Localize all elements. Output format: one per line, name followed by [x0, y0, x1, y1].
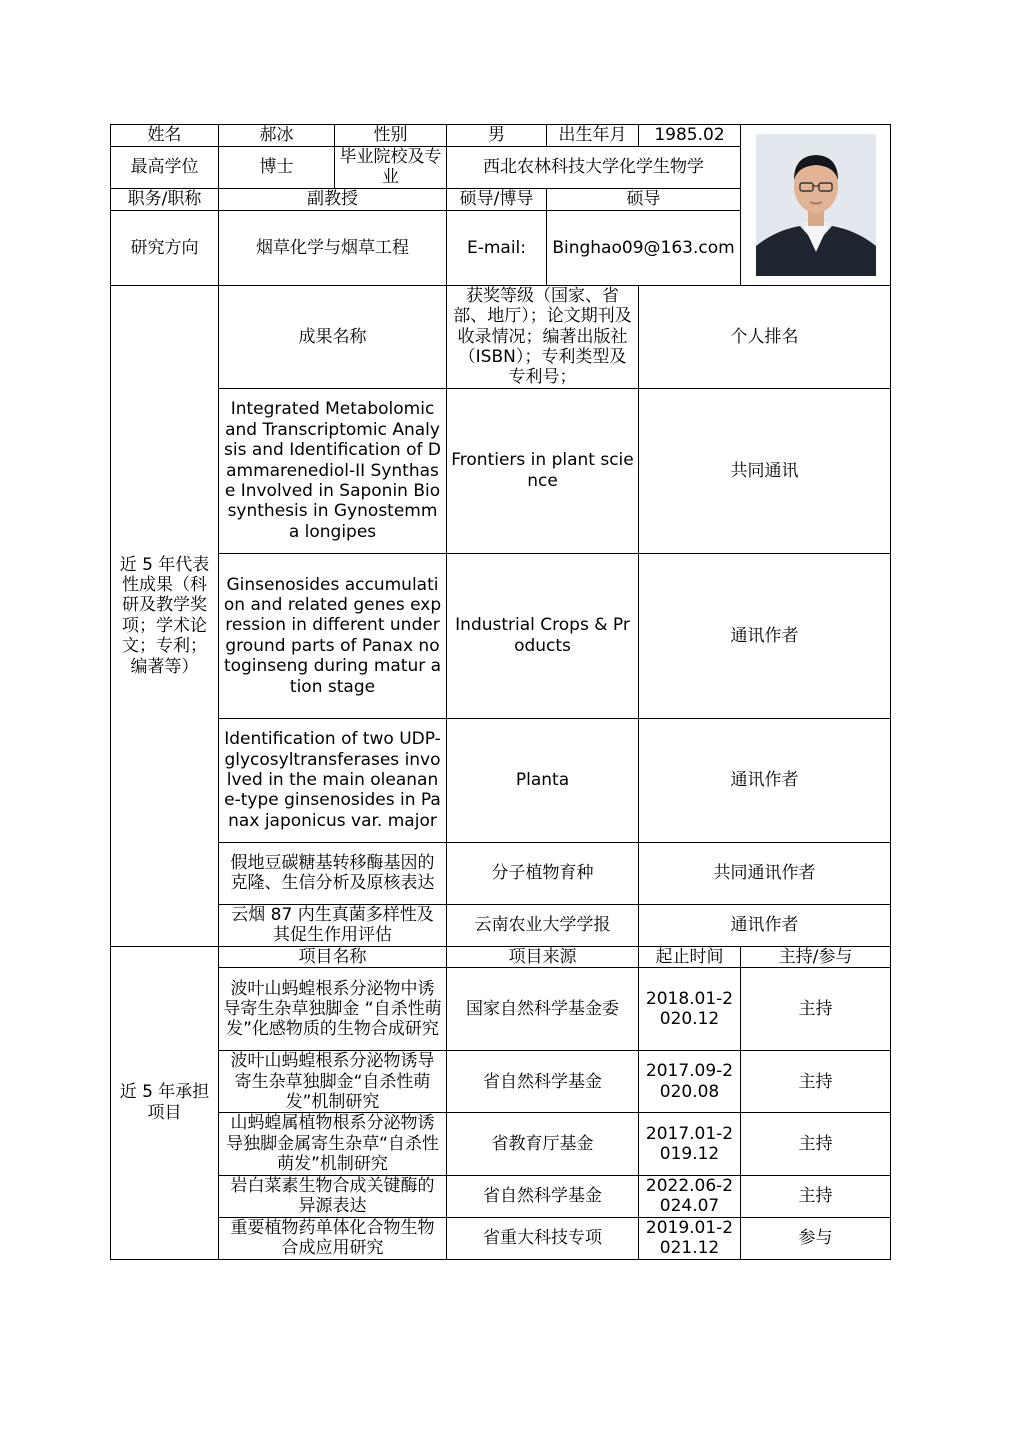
achievements-header-source: 获奖等级（国家、省部、地厅）；论文期刊及收录情况；编著出版社（ISBN）；专利类型及专利号；: [447, 285, 639, 388]
research-value: 烟草化学与烟草工程: [219, 210, 447, 285]
achievement-source: 云南农业大学学报: [447, 904, 639, 946]
project-period: 2017.09-2020.08: [639, 1051, 741, 1113]
email-value: Binghao09@163.com: [547, 210, 741, 285]
gender-value: 男: [447, 125, 547, 147]
project-period: 2018.01-2020.12: [639, 968, 741, 1051]
project-name: 山蚂蝗属植物根系分泌物诱导独脚金属寄生杂草“自杀性萌发”机制研究: [219, 1113, 447, 1175]
project-source: 省自然科学基金: [447, 1051, 639, 1113]
achievement-rank: 通讯作者: [639, 718, 891, 842]
project-period: 2022.06-2024.07: [639, 1175, 741, 1217]
achievement-rank: 共同通讯作者: [639, 842, 891, 904]
achievement-name: Identification of two UDP-glycosyltransferases involved in the main oleanane-type ginsenosides in Panax japonicus var. major: [219, 718, 447, 842]
project-source: 省自然科学基金: [447, 1175, 639, 1217]
achievements-header-name: 成果名称: [219, 285, 447, 388]
name-value: 郝冰: [219, 125, 335, 147]
project-name: 波叶山蚂蝗根系分泌物中诱导寄生杂草独脚金 “自杀性萌发”化感物质的生物合成研究: [219, 968, 447, 1051]
achievement-source: Planta: [447, 718, 639, 842]
achievement-source: Industrial Crops & Products: [447, 553, 639, 718]
title-label: 职务/职称: [111, 188, 219, 210]
project-name: 波叶山蚂蝗根系分泌物诱导寄生杂草独脚金“自杀性萌发”机制研究: [219, 1051, 447, 1113]
project-source: 省教育厅基金: [447, 1113, 639, 1175]
projects-header-name: 项目名称: [219, 946, 447, 967]
project-period: 2017.01-2019.12: [639, 1113, 741, 1175]
achievement-source: Frontiers in plant science: [447, 388, 639, 553]
gender-label: 性别: [335, 125, 447, 147]
supervisor-value: 硕导: [547, 188, 741, 210]
photo-cell: [741, 125, 891, 286]
degree-value: 博士: [219, 147, 335, 189]
achievement-rank: 共同通讯: [639, 388, 891, 553]
cv-table: [110, 124, 891, 1260]
title-value: 副教授: [219, 188, 447, 210]
projects-header-role: 主持/参与: [741, 946, 891, 967]
birth-label: 出生年月: [547, 125, 639, 147]
project-name: 岩白菜素生物合成关键酶的异源表达: [219, 1175, 447, 1217]
project-source: 省重大科技专项: [447, 1217, 639, 1259]
achievement-name: Integrated Metabolomic and Transcriptomic Analysis and Identification of Dammarenediol-II Synthase Involved in Saponin Biosynthesis in Gynostemma longipes: [219, 388, 447, 553]
email-label: E-mail:: [447, 210, 547, 285]
achievement-source: 分子植物育种: [447, 842, 639, 904]
achievement-name: 云烟 87 内生真菌多样性及其促生作用评估: [219, 904, 447, 946]
project-role: 主持: [741, 1175, 891, 1217]
degree-label: 最高学位: [111, 147, 219, 189]
project-role: 主持: [741, 1051, 891, 1113]
supervisor-label: 硕导/博导: [447, 188, 547, 210]
achievements-header-rank: 个人排名: [639, 285, 891, 388]
achievement-rank: 通讯作者: [639, 553, 891, 718]
research-label: 研究方向: [111, 210, 219, 285]
project-period: 2019.01-2021.12: [639, 1217, 741, 1259]
project-name: 重要植物药单体化合物生物合成应用研究: [219, 1217, 447, 1259]
project-source: 国家自然科学基金委: [447, 968, 639, 1051]
achievements-section-label: 近 5 年代表性成果（科研及教学奖项；学术论文；专利；编著等）: [111, 285, 219, 946]
portrait-photo: [756, 134, 876, 276]
project-role: 参与: [741, 1217, 891, 1259]
projects-header-period: 起止时间: [639, 946, 741, 967]
school-value: 西北农林科技大学化学生物学: [447, 147, 741, 189]
name-label: 姓名: [111, 125, 219, 147]
achievement-rank: 通讯作者: [639, 904, 891, 946]
achievement-name: Ginsenosides accumulation and related genes expression in different underground parts of Panax notoginseng during matur ation stage: [219, 553, 447, 718]
project-role: 主持: [741, 1113, 891, 1175]
projects-header-source: 项目来源: [447, 946, 639, 967]
birth-value: 1985.02: [639, 125, 741, 147]
projects-section-label: 近 5 年承担项目: [111, 946, 219, 1259]
project-role: 主持: [741, 968, 891, 1051]
achievement-name: 假地豆碳糖基转移酶基因的克隆、生信分析及原核表达: [219, 842, 447, 904]
school-label: 毕业院校及专业: [335, 147, 447, 189]
